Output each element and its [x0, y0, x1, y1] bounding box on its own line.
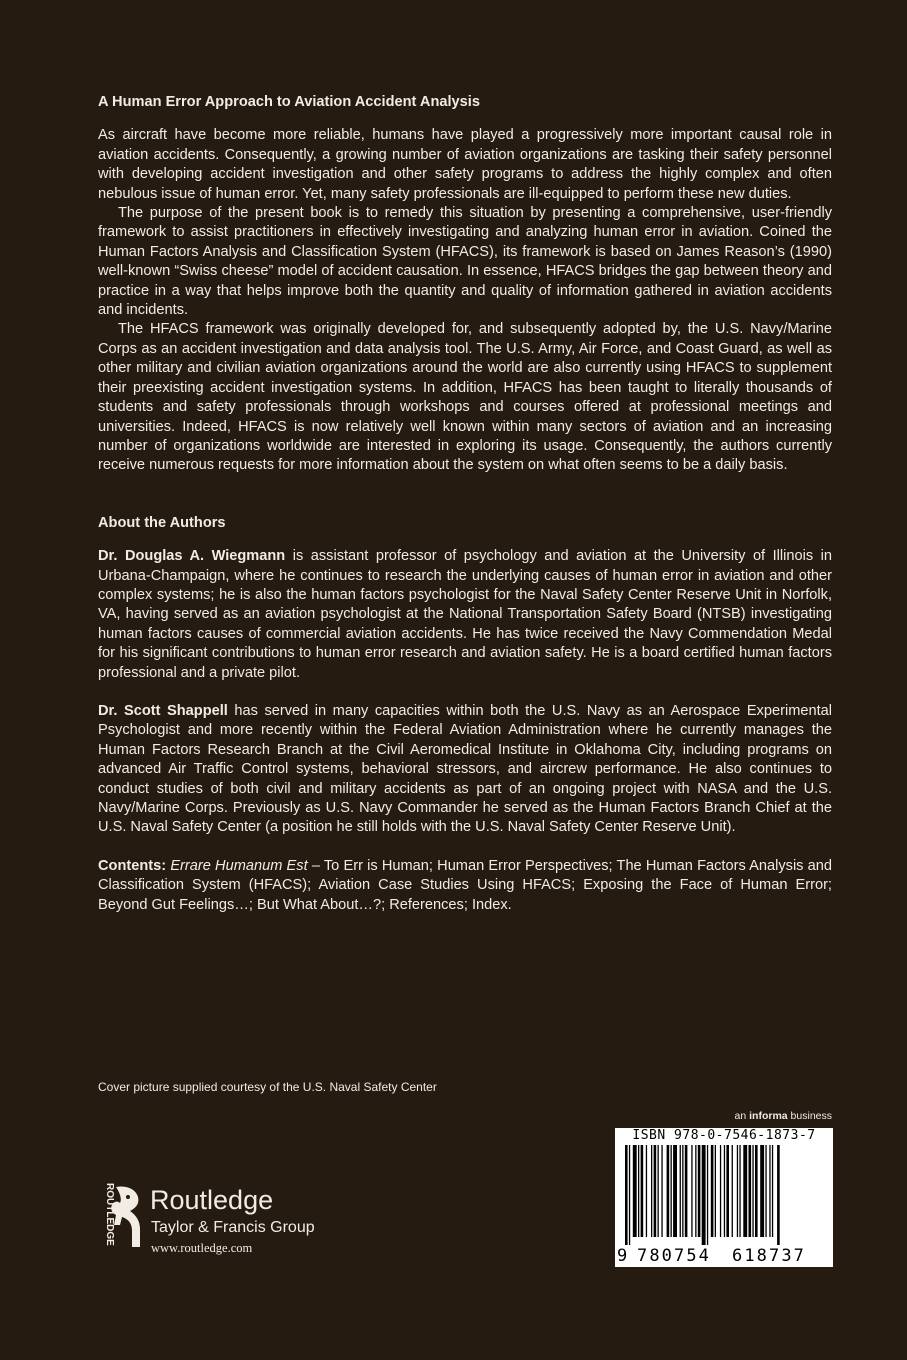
- publisher-name: Routledge: [150, 1185, 274, 1215]
- contents-listing: [98, 857, 832, 915]
- barcode-bar: [755, 1145, 758, 1237]
- barcode-bar: [769, 1145, 770, 1237]
- barcode-digits-right: 618737: [732, 1246, 807, 1266]
- informa-suffix: business: [787, 1110, 832, 1122]
- barcode-bar: [654, 1145, 657, 1237]
- barcode-bar: [680, 1145, 681, 1237]
- isbn-barcode: [615, 1128, 833, 1267]
- barcode-bar: [760, 1145, 764, 1237]
- blurb-paragraph-1: As aircraft have become more reliable, humans have played a progressively more important causal role in aviation accidents. Consequently, a growing number of aviation organizations are tasking their safety personnel with developing accident investigation and other safety programs to address the highly complex and often nebulous issue of human error. Yet, many safety professionals are ill-equipped to perform these new duties.: [98, 127, 832, 202]
- barcode-bar: [777, 1145, 780, 1245]
- barcode-bar: [695, 1145, 696, 1237]
- barcode-bar: [625, 1145, 628, 1245]
- author-bio-text-wiegmann: is assistant professor of psychology and aviation at the University of Illinois in Urbana-Champaign, where he continues to research the underlying causes of human error in aviation and other complex systems; he is also the human factors psychologist for the Naval Safety Center Reserve Unit in Norfolk, VA, having served as an aviation psychologist at the National Transportation Safety Board (NTSB) investigating human factors causes of commercial aviation accidents. He has twice received the Navy Commendation Medal for his significant contributions to human error research and aviation safety. He is a board certified human factors professional and a private pilot.: [98, 548, 833, 681]
- author-bio-wiegmann: [98, 547, 832, 683]
- barcode-bar: [685, 1145, 688, 1237]
- author-name-wiegmann: Dr. Douglas A. Wiegmann: [98, 548, 286, 565]
- barcode-bar: [658, 1145, 659, 1237]
- barcode-bar: [732, 1145, 733, 1237]
- svg-text:ROUTLEDGE: ROUTLEDGE: [104, 1183, 115, 1246]
- informa-prefix: an: [734, 1110, 750, 1122]
- barcode-bar: [737, 1145, 738, 1237]
- barcode-bar: [673, 1145, 677, 1237]
- barcode-bar: [667, 1145, 670, 1237]
- barcode-bar: [651, 1145, 652, 1237]
- contents-italic: Errare Humanum Est: [170, 857, 308, 874]
- barcode-bar: [752, 1145, 753, 1237]
- barcode-bar: [711, 1145, 714, 1237]
- barcode-bar: [749, 1145, 752, 1237]
- barcode-bar: [641, 1145, 644, 1237]
- barcode-bar: [739, 1145, 740, 1237]
- barcode-bar: [726, 1145, 729, 1237]
- barcode-bar: [707, 1145, 708, 1245]
- barcode-bar: [715, 1145, 716, 1237]
- author-bio-text-shappell: has served in many capacities within both the U.S. Navy as an Aerospace Experimental Psychologist and more recently within the Federal Aviation Administration where he currently manages the Human Factors Research Branch at the Civil Aeromedical Institute in Oklahoma City, including programs on advanced Air Traffic Control systems, behavioral stressors, and aircrew performance. He also continues to conduct studies of both civil and military accidents as part of an ongoing project with NASA and the U.S. Navy/Marine Corps. Previously as U.S. Navy Commander he served as the Human Factors Branch Chief at the U.S. Naval Safety Center (a position he still holds with the U.S. Naval Safety Center Reserve Unit).: [98, 702, 832, 836]
- author-bio-shappell: [98, 702, 832, 838]
- barcode-bar: [720, 1145, 721, 1237]
- isbn-text: ISBN 978-0-7546-1873-7: [632, 1128, 816, 1143]
- barcode-bar: [691, 1145, 692, 1237]
- barcode-digits-left: 780754: [637, 1246, 712, 1266]
- routledge-knight-icon: [110, 1185, 148, 1249]
- contents-text: – To Err is Human; Human Error Perspectives; The Human Factors Analysis and Classification System (HFACS); Aviation Case Studies Using HFACS; Exposing the Face of Human Error; Beyond Gut Feelings…; But What About…?; References; Index.: [98, 857, 833, 913]
- barcode-bar: [682, 1145, 683, 1237]
- barcode-bar: [629, 1145, 630, 1245]
- barcode-bar: [638, 1145, 639, 1237]
- barcode-bar: [724, 1145, 725, 1237]
- publisher-group: Taylor & Francis Group: [151, 1219, 315, 1236]
- contents-label: Contents:: [98, 857, 167, 874]
- barcode-bar: [661, 1145, 662, 1237]
- barcode-bar: [765, 1145, 766, 1237]
- barcode-bar: [743, 1145, 747, 1237]
- barcode-bar: [646, 1145, 647, 1237]
- barcode-bar: [772, 1145, 773, 1237]
- informa-brand: informa: [749, 1110, 788, 1122]
- barcode-bar: [633, 1145, 637, 1237]
- barcode-bar: [698, 1145, 701, 1237]
- back-cover-text: [98, 93, 832, 915]
- publisher-vertical-label: [96, 1183, 115, 1247]
- blurb-paragraph-2: The purpose of the present book is to remedy this situation by presenting a comprehensive, user-friendly framework to assist practitioners in effectively investigating and analyzing human error in aviation. Coined the Human Factors Analysis and Classification System (HFACS), its framework is based on James Reason’s (1990) well-known “Swiss cheese” model of accident causation. In essence, HFACS bridges the gap between theory and practice in a way that helps improve both the quantity and quality of information gathered in aviation accidents and incidents.: [98, 205, 832, 319]
- book-title: A Human Error Approach to Aviation Accident Analysis: [98, 94, 480, 110]
- cover-credit: Cover picture supplied courtesy of the U.S. Naval Safety Center: [98, 1080, 437, 1094]
- authors-heading: About the Authors: [98, 514, 226, 531]
- barcode-digit-first: 9: [617, 1246, 628, 1266]
- publisher-logo: [96, 1183, 356, 1263]
- publisher-url: www.routledge.com: [151, 1241, 253, 1255]
- barcode-icon: [625, 1145, 823, 1245]
- barcode-bar: [671, 1145, 672, 1237]
- author-name-shappell: Dr. Scott Shappell: [98, 702, 228, 719]
- blurb-paragraph-3: The HFACS framework was originally developed for, and subsequently adopted by, the U.S. Navy/Marine Corps as an accident investigation and data analysis tool. The U.S. Army, Air Force, and Coast Guard, as well as other military and civilian aviation organizations around the world are also currently using HFACS to supplement their preexisting accident investigation systems. In addition, HFACS has been taught to literally thousands of students and safety professionals through workshops and courses offered at professional meetings and universities. Indeed, HFACS is now relatively well known within many sectors of aviation and an increasing number of organizations worldwide are interested in exploring its usage. Consequently, the authors currently receive numerous requests for more information about the system on what often seems to be a daily basis.: [98, 321, 832, 474]
- barcode-bar: [702, 1145, 706, 1245]
- informa-business-tag: [734, 1110, 832, 1122]
